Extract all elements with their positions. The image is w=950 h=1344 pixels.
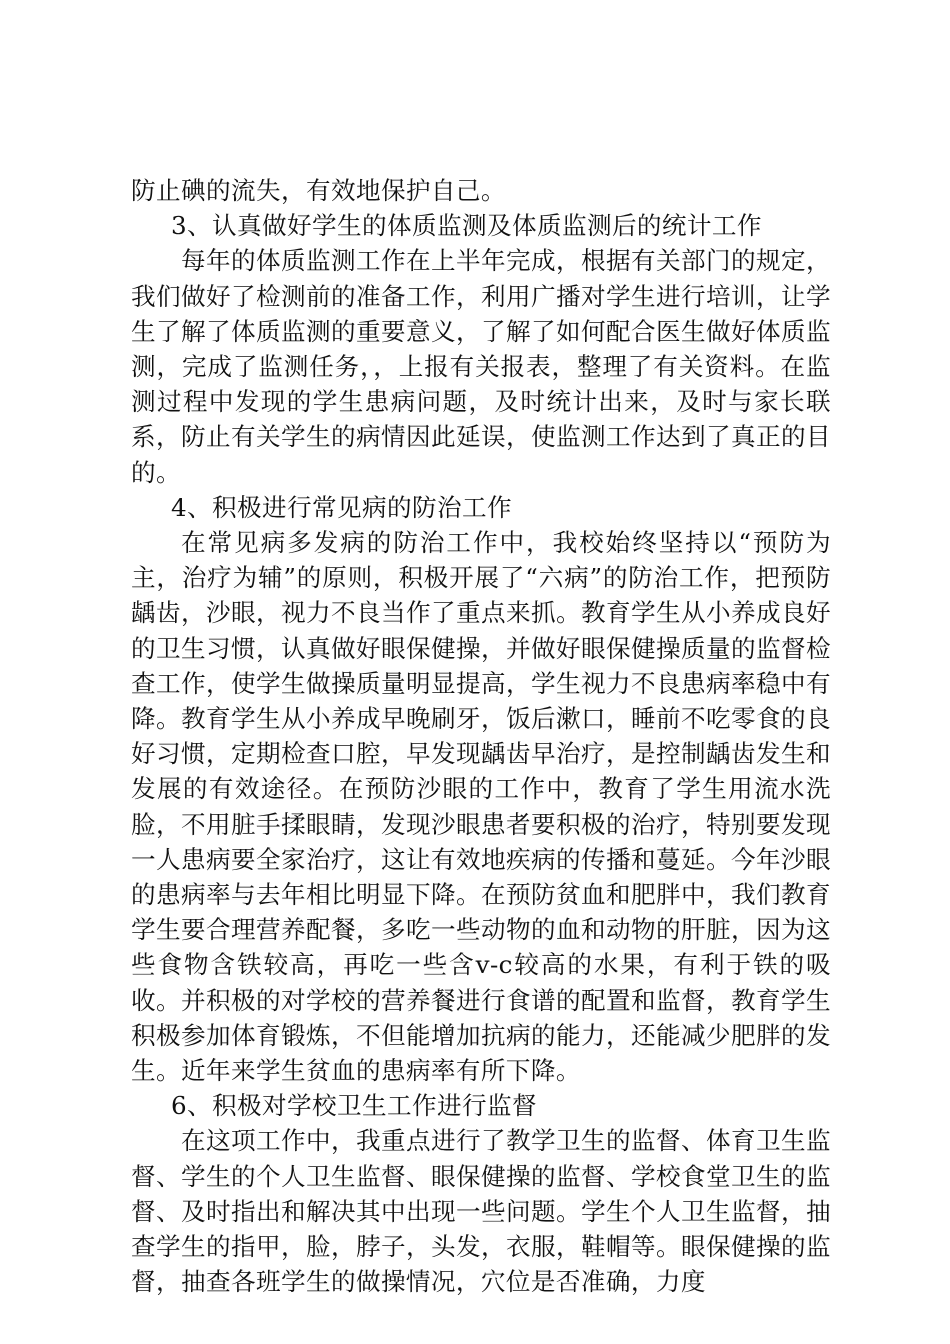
section-heading-4: 4、积极进行常见病的防治工作 [171,492,512,522]
document-body [131,173,831,1300]
section-heading-3: 3、认真做好学生的体质监测及体质监测后的统计工作 [171,211,762,241]
paragraph-physical-monitoring: 每年的体质监测工作在上半年完成，根据有关部门的规定，我们做好了检测前的准备工作，利用广播对学生进行培训，让学生了解了体质监测的重要意义，了解了如何配合医生做好体质监测，完成了监测任务，，上报有关报表，整理了有关资料。在监测过程中发现的学生患病问题，及时统计出来，及时与家长联系，防止有关学生的病情因此延误，使监测工作达到了真正的目的。 [131,246,831,487]
paragraph-continuation: 防止碘的流失，有效地保护自己。 [131,176,506,205]
section-heading-6: 6、积极对学校卫生工作进行监督 [171,1091,537,1121]
paragraph-disease-prevention: 在常见病多发病的防治工作中，我校始终坚持以“预防为主，治疗为辅”的原则，积极开展了“六病”的防治工作，把预防龋齿，沙眼，视力不良当作了重点来抓。教育学生从小养成良好的卫生习惯，认真做好眼保健操，并做好眼保健操质量的监督检查工作，使学生做操质量明显提高，学生视力不良患病率稳中有降。教育学生从小养成早晚刷牙，饭后漱口，睡前不吃零食的良好习惯，定期检查口腔，早发现龋齿早治疗，是控制龋齿发生和发展的有效途径。在预防沙眼的工作中，教育了学生用流水洗脸，不用脏手揉眼睛，发现沙眼患者要积极的治疗，特别要发现一人患病要全家治疗，这让有效地疾病的传播和蔓延。今年沙眼的患病率与去年相比明显下降。在预防贫血和肥胖中，我们教育学生要合理营养配餐，多吃一些动物的血和动物的肝脏，因为这些食物含铁较高，再吃一些含v-c较高的水果，有利于铁的吸收。并积极的对学校的营养餐进行食谱的配置和监督，教育学生积极参加体育锻炼，不但能增加抗病的能力，还能减少肥胖的发生。近年来学生贫血的患病率有所下降。 [131,528,831,1086]
paragraph-hygiene-supervision: 在这项工作中，我重点进行了教学卫生的监督、体育卫生监督、学生的个人卫生监督、眼保健操的监督、学校食堂卫生的监督、及时指出和解决其中出现一些问题。学生个人卫生监督，抽查学生的指甲，脸，脖子，头发，衣服，鞋帽等。眼保健操的监督，抽查各班学生的做操情况，穴位是否准确，力度 [131,1126,831,1297]
